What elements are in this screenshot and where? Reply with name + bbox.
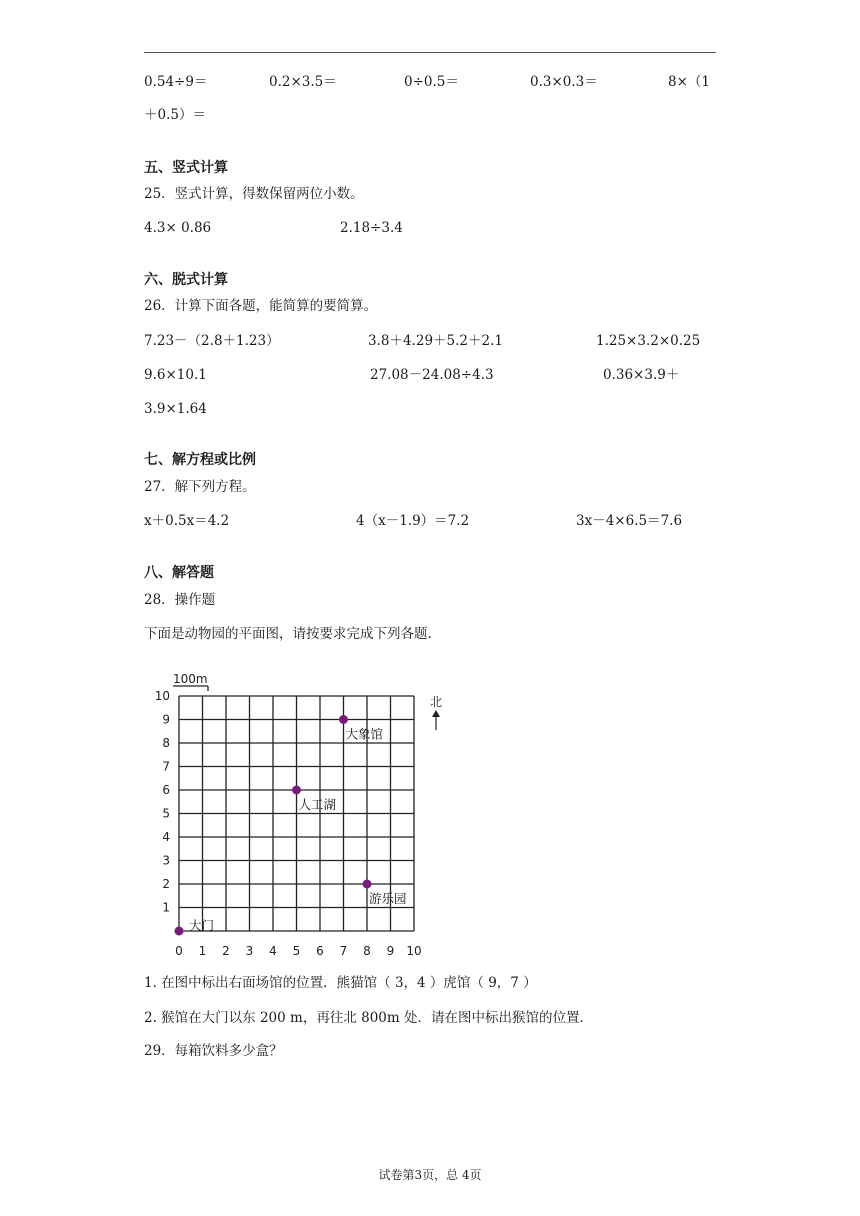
question-28-intro: 下面是动物园的平面图，请按要求完成下列各题. — [144, 626, 432, 642]
section-heading-5: 五、竖式计算 — [144, 160, 228, 176]
x-tick-label: 9 — [386, 944, 395, 958]
location-point — [175, 927, 184, 936]
stepwise-calc-item: 0.36×3.9＋ — [603, 367, 680, 383]
equation-item: 4（x－1.9）＝7.2 — [356, 513, 470, 529]
north-label: 北 — [429, 695, 443, 709]
question-29: 29．每箱饮料多少盒？ — [144, 1043, 283, 1059]
zoo-map-grid — [150, 668, 450, 966]
vertical-calc-item: 2.18÷3.4 — [340, 220, 403, 236]
y-tick-label: 6 — [162, 783, 170, 797]
vertical-calc-item: 4.3× 0.86 — [144, 220, 212, 236]
calc-item: 0.54÷9＝ — [144, 74, 208, 90]
y-tick-label: 9 — [162, 712, 170, 727]
task-2: 2. 猴馆在大门以东 200 m，再往北 800m 处．请在图中标出猴馆的位置． — [144, 1010, 593, 1026]
calc-item: 8×（1 — [668, 74, 710, 90]
x-tick-label: 0 — [175, 944, 183, 958]
y-tick-label: 8 — [162, 736, 170, 750]
x-tick-label: 7 — [339, 944, 348, 958]
location-point — [292, 786, 301, 795]
x-tick-label: 8 — [363, 944, 371, 958]
y-tick-label: 5 — [162, 806, 170, 821]
x-tick-label: 4 — [269, 944, 277, 958]
x-tick-label: 1 — [198, 944, 207, 958]
location-point — [339, 715, 348, 724]
stepwise-calc-item: 3.8＋4.29＋5.2＋2.1 — [368, 333, 503, 349]
scale-label: 100m — [173, 672, 208, 686]
equation-item: 3x－4×6.5＝7.6 — [576, 513, 683, 529]
section-heading-6: 六、脱式计算 — [144, 272, 228, 288]
y-tick-label: 7 — [162, 759, 170, 774]
question-27-label: 27．解下列方程。 — [144, 479, 256, 495]
location-label: 大象馆 — [345, 726, 384, 742]
y-tick-label: 4 — [162, 830, 170, 844]
x-tick-label: 10 — [406, 944, 422, 958]
x-tick-label: 2 — [222, 944, 230, 958]
y-tick-label: 3 — [162, 853, 170, 868]
location-label: 游乐园 — [369, 891, 407, 906]
page-footer: 试卷第3页，总 4页 — [378, 1168, 482, 1182]
x-tick-label: 5 — [292, 944, 301, 958]
header-rule — [144, 52, 716, 53]
section-heading-7: 七、解方程或比例 — [144, 452, 256, 468]
stepwise-calc-item: 7.23－（2.8＋1.23） — [144, 333, 280, 349]
question-26-label: 26．计算下面各题，能简算的要简算。 — [144, 298, 378, 314]
stepwise-calc-item: 27.08－24.08÷4.3 — [370, 367, 494, 383]
x-tick-label: 6 — [316, 944, 324, 958]
stepwise-calc-item-continued: 3.9×1.64 — [144, 401, 207, 417]
question-28-label: 28．操作题 — [144, 592, 216, 608]
y-tick-label: 10 — [154, 689, 170, 703]
question-25-label: 25．竖式计算，得数保留两位小数。 — [144, 186, 364, 202]
stepwise-calc-item: 9.6×10.1 — [144, 367, 207, 383]
location-label: 大门 — [189, 918, 215, 933]
location-label: 人工湖 — [298, 797, 337, 812]
calc-item: 0.2×3.5＝ — [269, 74, 337, 90]
x-tick-label: 3 — [245, 944, 254, 958]
y-tick-label: 1 — [162, 900, 170, 915]
calc-item-continued: ＋0.5）＝ — [144, 107, 206, 123]
north-arrow-head — [432, 710, 440, 717]
section-heading-8: 八、解答题 — [144, 565, 214, 581]
location-point — [363, 880, 372, 889]
calc-item: 0÷0.5＝ — [404, 74, 459, 90]
equation-item: x＋0.5x＝4.2 — [144, 513, 230, 529]
task-1: 1. 在图中标出右面场馆的位置．熊猫馆（ 3，4 ）虎馆（ 9，7 ） — [144, 975, 537, 991]
calc-item: 0.3×0.3＝ — [530, 74, 598, 90]
y-tick-label: 2 — [162, 877, 170, 891]
stepwise-calc-item: 1.25×3.2×0.25 — [596, 333, 701, 349]
